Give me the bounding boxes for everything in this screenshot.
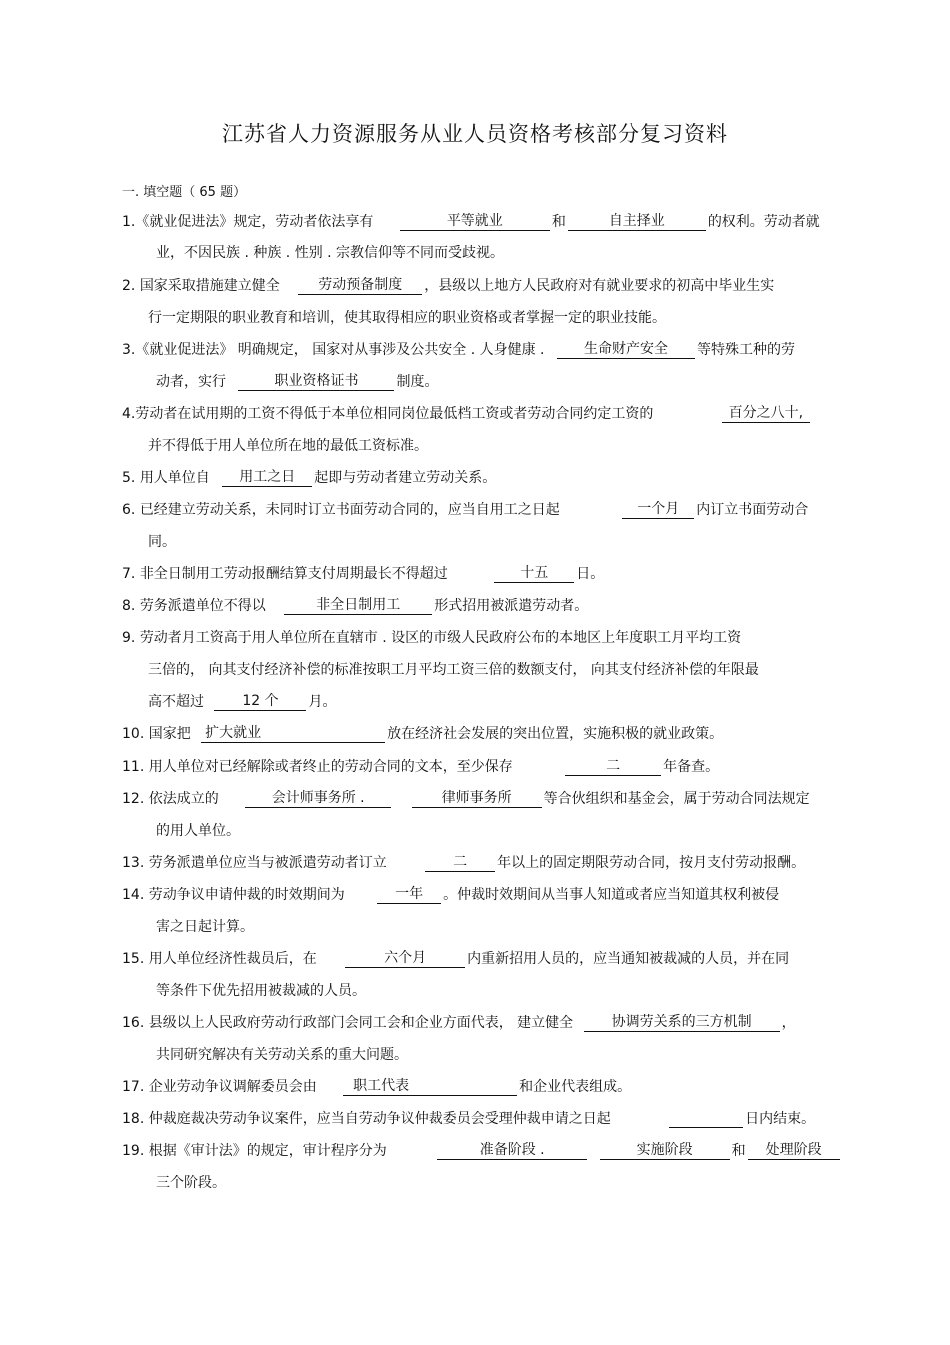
question-12-line-2: 的用人单位。: [156, 823, 240, 839]
answer-blank: 劳动预备制度: [298, 277, 422, 295]
answer-blank: [669, 1110, 743, 1128]
answer-blank: 准备阶段 .: [437, 1142, 587, 1160]
answer-blank: 一年: [377, 886, 441, 904]
answer-blank: 职业资格证书: [238, 373, 394, 391]
answer-blank: 生命财产安全: [557, 341, 695, 359]
question-11-line-1: 11. 用人单位对已经解除或者终止的劳动合同的文本，至少保存 二 年备查。: [122, 758, 720, 775]
answer-blank: 会计师事务所 .: [245, 790, 391, 808]
question-2-line-1: 2. 国家采取措施建立健全 劳动预备制度 ，县级以上地方人民政府对有就业要求的初高中毕业生实: [122, 277, 775, 294]
question-16-line-1: 16. 县级以上人民政府劳动行政部门会同工会和企业方面代表， 建立健全 协调劳关系的三方机制 ，: [122, 1014, 796, 1031]
answer-blank: 处理阶段: [748, 1142, 840, 1160]
question-8-line-1: 8. 劳务派遣单位不得以 非全日制用工 形式招用被派遣劳动者。: [122, 597, 589, 614]
question-1-line-2: 业，不因民族 . 种族 . 性别 . 宗教信仰等不同而受歧视。: [156, 245, 505, 261]
question-19-line-2: 三个阶段。: [156, 1175, 226, 1191]
question-6-line-1: 6. 已经建立劳动关系，未同时订立书面劳动合同的，应当自用工之日起 一个月 内订立书面劳动合: [122, 501, 809, 518]
answer-blank: 六个月: [345, 950, 465, 968]
question-4-line-1: 4.劳动者在试用期的工资不得低于本单位相同岗位最低档工资或者劳动合同约定工资的 百分之八十,: [122, 405, 812, 423]
answer-blank: 用工之日: [222, 469, 312, 487]
answer-blank: 一个月: [622, 501, 694, 519]
question-14-line-2: 害之日起计算。: [156, 919, 254, 935]
answer-blank: 百分之八十,: [722, 405, 810, 423]
answer-blank: 12 个: [214, 693, 306, 711]
question-4-line-2: 并不得低于用人单位所在地的最低工资标准。: [148, 438, 428, 454]
question-15-line-1: 15. 用人单位经济性裁员后，在 六个月 内重新招用人员的，应当通知被裁减的人员，并在同: [122, 950, 790, 967]
question-17-line-1: 17. 企业劳动争议调解委员会由 职工代表 和企业代表组成。: [122, 1078, 632, 1095]
question-9-line-1: 9. 劳动者月工资高于用人单位所在直辖市 . 设区的市级人民政府公布的本地区上年度职工月平均工资: [122, 630, 742, 646]
question-9-line-3: 高不超过 12 个 月。: [148, 693, 337, 710]
question-14-line-1: 14. 劳动争议申请仲裁的时效期间为 一年 。仲裁时效期间从当事人知道或者应当知道其权利被侵: [122, 886, 780, 903]
answer-blank: 十五: [494, 565, 574, 583]
answer-blank: 律师事务所: [412, 790, 542, 808]
answer-blank: 二: [425, 854, 495, 872]
question-18-line-1: 18. 仲裁庭裁决劳动争议案件，应当自劳动争议仲裁委员会受理仲裁申请之日起 日内结束。: [122, 1111, 816, 1127]
question-9-line-2: 三倍的， 向其支付经济补偿的标准按职工月平均工资三倍的数额支付， 向其支付经济补偿的年限最: [148, 662, 759, 678]
question-2-line-2: 行一定期限的职业教育和培训，使其取得相应的职业资格或者掌握一定的职业技能。: [148, 310, 666, 326]
question-1-line-1: 1.《就业促进法》规定，劳动者依法享有 平等就业 和 自主择业 的权利。劳动者就: [122, 213, 820, 230]
document-title: 江苏省人力资源服务从业人员资格考核部分复习资料: [222, 122, 728, 146]
answer-blank: 职工代表: [343, 1078, 517, 1096]
question-19-line-1: 19. 根据《审计法》的规定，审计程序分为 准备阶段 . 实施阶段 和 处理阶段: [122, 1142, 842, 1160]
question-12-line-1: 12. 依法成立的 会计师事务所 . 律师事务所 等合伙组织和基金会，属于劳动合同法规定: [122, 790, 810, 807]
answer-blank: 二: [565, 758, 661, 776]
question-3-line-1: 3.《就业促进法》 明确规定， 国家对从事涉及公共安全 . 人身健康 . 生命财产安全 等特殊工种的劳: [122, 341, 795, 358]
answer-blank: 实施阶段: [600, 1142, 730, 1160]
question-13-line-1: 13. 劳务派遣单位应当与被派遣劳动者订立 二 年以上的固定期限劳动合同，按月支付劳动报酬。: [122, 854, 806, 871]
question-16-line-2: 共同研究解决有关劳动关系的重大问题。: [156, 1047, 408, 1063]
question-10-line-1: 10. 国家把 扩大就业 放在经济社会发展的突出位置，实施积极的就业政策。: [122, 725, 724, 742]
answer-blank: 非全日制用工: [284, 597, 432, 615]
answer-blank: 平等就业: [400, 213, 550, 231]
question-6-line-2: 同。: [148, 534, 176, 550]
question-15-line-2: 等条件下优先招用被裁减的人员。: [156, 983, 366, 999]
question-5-line-1: 5. 用人单位自 用工之日 起即与劳动者建立劳动关系。: [122, 469, 497, 486]
answer-blank: 协调劳关系的三方机制: [584, 1014, 780, 1032]
answer-blank: 扩大就业: [201, 725, 385, 743]
answer-blank: 自主择业: [568, 213, 706, 231]
question-3-line-2: 动者，实行 职业资格证书 制度。: [156, 373, 439, 390]
section-heading: 一. 填空题（ 65 题）: [122, 185, 247, 200]
question-7-line-1: 7. 非全日制用工劳动报酬结算支付周期最长不得超过 十五 日。: [122, 565, 605, 582]
